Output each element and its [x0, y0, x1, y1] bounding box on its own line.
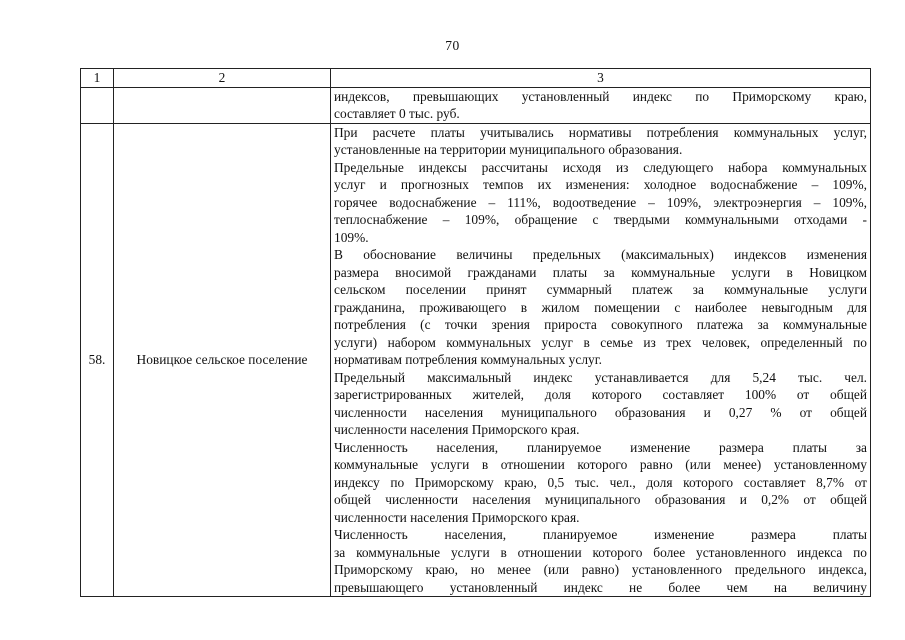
text-line: В обоснование величины предельных (максимальных) индексов изменения — [334, 247, 867, 262]
text-line: составляет 0 тыс. руб. — [334, 106, 460, 121]
text-line: Предельный максимальный индекс устанавливается для 5,24 тыс. чел. — [334, 369, 867, 385]
table-header-row — [81, 69, 871, 88]
text-line: сельском поселении принят суммарный платеж за коммунальные услуги — [334, 282, 867, 297]
description-cell — [331, 123, 871, 597]
text-line: численности населения Приморского края. — [334, 422, 580, 437]
text-line: горячее водоснабжение – 111%, водоотведение – 109%, электроэнергия – 109%, — [334, 194, 867, 210]
text-line: численности населения муниципального образования и 0,27 % от общей — [334, 404, 867, 420]
text-line: Численность населения, планируемое изменение размера платы за — [334, 439, 867, 455]
text-line: услуг и прогнозных темпов их изменения: холодное водоснабжение – 109%, — [334, 177, 867, 192]
header-cell-2: 2 — [114, 69, 331, 88]
text-line: размера вносимой гражданами платы за коммунальные услуги в Новицком — [334, 264, 867, 280]
data-table — [80, 68, 871, 597]
text-line: индексу по Приморскому краю, 0,5 тыс. чел., доля которого составляет 8,7% от — [334, 474, 867, 490]
text-line: Предельные индексы рассчитаны исходя из следующего набора коммунальных — [334, 159, 867, 175]
text-line: за коммунальные услуги в отношении которого более установленного индекса по — [334, 544, 867, 560]
text-line: теплоснабжение – 109%, обращение с твердыми коммунальными отходами - — [334, 212, 867, 227]
text-line: индексов, превышающих установленный индекс по Приморскому краю, — [334, 88, 867, 104]
text-line: установленные на территории муниципального образования. — [334, 142, 683, 157]
text-line: превышающего установленный индекс не более чем на величину — [334, 579, 867, 595]
continuation-name-cell — [114, 87, 331, 123]
table-row-continuation — [81, 87, 871, 123]
text-line: численности населения Приморского края. — [334, 509, 580, 525]
text-line: Численность населения, планируемое изменение размера платы — [334, 527, 867, 542]
text-line: Приморскому краю, но менее (или равно) установленного предельного индекса, — [334, 562, 867, 577]
table-row-58 — [81, 123, 871, 597]
header-cell-3: 3 — [331, 69, 871, 88]
row-number-cell: 58. — [81, 123, 114, 597]
continuation-text-cell — [331, 87, 871, 123]
continuation-number-cell — [81, 87, 114, 123]
text-line: услуги) набором коммунальных услуг в семье из трех человек, определенный по — [334, 334, 867, 350]
header-cell-1: 1 — [81, 69, 114, 88]
settlement-name-cell: Новицкое сельское поселение — [114, 123, 331, 597]
text-line: нормативам потребления коммунальных услуг. — [334, 352, 603, 367]
text-line: гражданина, проживающего в жилом помещении с наиболее невыгодным для — [334, 299, 867, 315]
text-line: потребления (с точки зрения прироста совокупного платежа за коммунальные — [334, 317, 867, 332]
text-line: При расчете платы учитывались нормативы потребления коммунальных услуг, — [334, 124, 867, 140]
page-number: 70 — [445, 38, 460, 53]
text-line: коммунальные услуги в отношении которого равно (или менее) установленному — [334, 457, 867, 472]
text-line: зарегистрированных жителей, доля которого составляет 100% от общей — [334, 387, 867, 402]
text-line: 109%. — [334, 229, 369, 245]
text-line: общей численности населения муниципального образования и 0,2% от общей — [334, 492, 867, 507]
